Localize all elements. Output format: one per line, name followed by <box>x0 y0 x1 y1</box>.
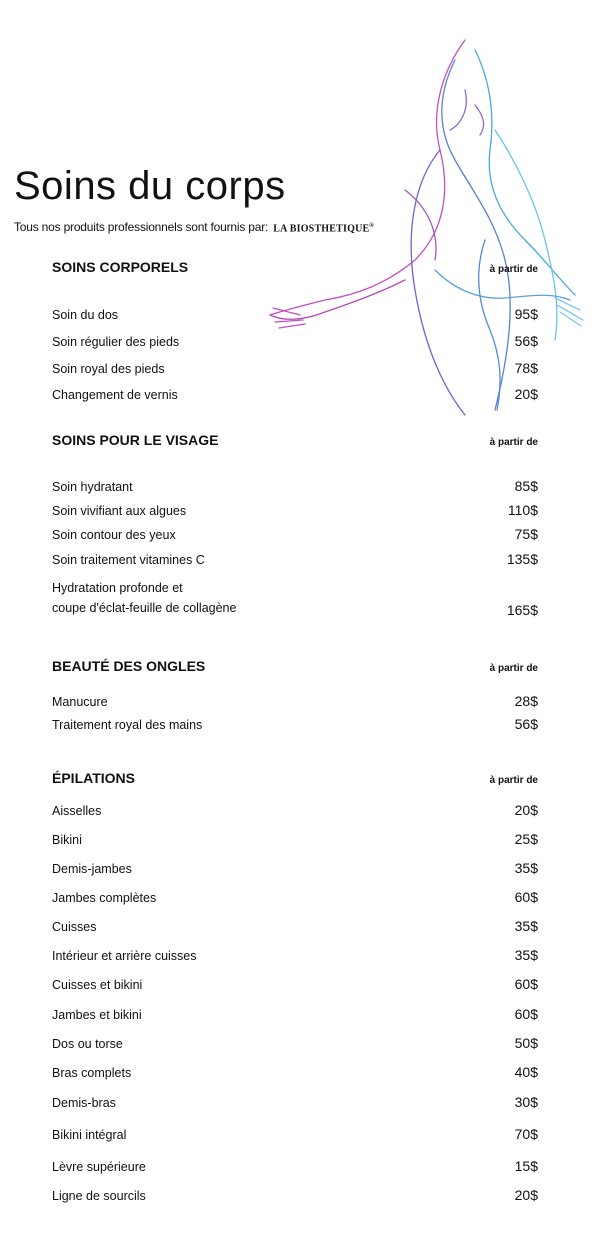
brand-registered-mark: ® <box>369 222 375 229</box>
service-price: 50$ <box>514 1035 538 1051</box>
service-name: Soin vivifiant aux algues <box>52 504 187 518</box>
list-item <box>52 889 538 905</box>
service-name: Soin royal des pieds <box>52 362 165 376</box>
list-item <box>52 526 538 542</box>
list-item <box>52 693 538 709</box>
service-price: 40$ <box>514 1064 538 1080</box>
list-item <box>52 831 538 847</box>
service-price: 25$ <box>514 831 538 847</box>
service-price: 75$ <box>514 526 538 542</box>
section-title: SOINS CORPORELS <box>52 259 189 275</box>
list-item <box>52 502 538 518</box>
list-item <box>52 578 538 618</box>
service-price: 60$ <box>514 889 538 905</box>
service-price: 85$ <box>514 478 538 494</box>
service-price: 60$ <box>514 976 538 992</box>
service-price: 78$ <box>514 360 538 376</box>
list-item <box>52 1158 538 1174</box>
list-item <box>52 860 538 876</box>
service-price: 20$ <box>514 386 538 402</box>
section-header-beaute-ongles <box>52 658 538 674</box>
list-item <box>52 1187 538 1203</box>
brand-logo: LA BIOSTHETIQUE® <box>273 222 375 234</box>
section-title: ÉPILATIONS <box>52 770 135 786</box>
list-item <box>52 802 538 818</box>
list-item <box>52 716 538 732</box>
service-name: Manucure <box>52 695 108 709</box>
price-from-label: à partir de <box>489 775 538 786</box>
price-from-label: à partir de <box>489 437 538 448</box>
service-price: 35$ <box>514 947 538 963</box>
section-title: BEAUTÉ DES ONGLES <box>52 658 206 674</box>
list-item <box>52 1126 538 1142</box>
service-price: 56$ <box>514 333 538 349</box>
service-name: Bikini <box>52 833 82 847</box>
section-header-soins-corporels <box>52 259 538 275</box>
service-price: 95$ <box>514 306 538 322</box>
supplier-text: Tous nos produits professionnels sont fournis par: <box>14 220 269 234</box>
service-name: Ligne de sourcils <box>52 1189 146 1203</box>
service-price: 20$ <box>514 1187 538 1203</box>
service-price: 135$ <box>506 551 538 567</box>
service-name: Soin régulier des pieds <box>52 335 180 349</box>
service-name: Soin hydratant <box>52 480 133 494</box>
section-title: SOINS POUR LE VISAGE <box>52 432 219 448</box>
price-from-label: à partir de <box>489 663 538 674</box>
service-price: 56$ <box>514 716 538 732</box>
service-price: 20$ <box>514 802 538 818</box>
service-name: Lèvre supérieure <box>52 1160 146 1174</box>
service-price: 35$ <box>514 918 538 934</box>
service-name: Bras complets <box>52 1066 132 1080</box>
list-item <box>52 1006 538 1022</box>
service-name: Aisselles <box>52 804 102 818</box>
service-price: 28$ <box>514 693 538 709</box>
page-title: Soins du corps <box>14 164 286 208</box>
section-header-epilations <box>52 770 538 786</box>
list-item <box>52 386 538 402</box>
service-name: Cuisses et bikini <box>52 978 143 992</box>
list-item <box>52 1035 538 1051</box>
service-price: 165$ <box>506 602 538 618</box>
service-name: Changement de vernis <box>52 388 178 402</box>
service-name: Dos ou torse <box>52 1037 123 1051</box>
service-price: 110$ <box>507 502 538 518</box>
list-item <box>52 1064 538 1080</box>
service-name: Intérieur et arrière cuisses <box>52 949 197 963</box>
list-item <box>52 478 538 494</box>
list-item <box>52 551 538 567</box>
service-price: 30$ <box>514 1094 538 1110</box>
section-header-soins-visage <box>52 432 538 448</box>
list-item <box>52 333 538 349</box>
service-name: Soin traitement vitamines C <box>52 553 205 567</box>
service-name: Demis-jambes <box>52 862 132 876</box>
list-item <box>52 360 538 376</box>
list-item <box>52 1094 538 1110</box>
service-name: Traitement royal des mains <box>52 718 203 732</box>
service-price: 70$ <box>514 1126 538 1142</box>
list-item <box>52 947 538 963</box>
price-from-label: à partir de <box>489 264 538 275</box>
service-name: Soin contour des yeux <box>52 528 176 542</box>
service-name: Bikini intégral <box>52 1128 127 1142</box>
list-item <box>52 306 538 322</box>
list-item <box>52 976 538 992</box>
service-name: Demis-bras <box>52 1096 116 1110</box>
service-name: Hydratation profonde et coupe d'éclat-feuille de collagène <box>52 581 237 615</box>
service-price: 60$ <box>514 1006 538 1022</box>
list-item <box>52 918 538 934</box>
service-price: 35$ <box>514 860 538 876</box>
service-name: Cuisses <box>52 920 97 934</box>
service-name: Soin du dos <box>52 308 119 322</box>
service-name: Jambes et bikini <box>52 1008 142 1022</box>
service-name: Jambes complètes <box>52 891 157 905</box>
supplier-line <box>14 220 374 234</box>
service-price: 15$ <box>514 1158 538 1174</box>
